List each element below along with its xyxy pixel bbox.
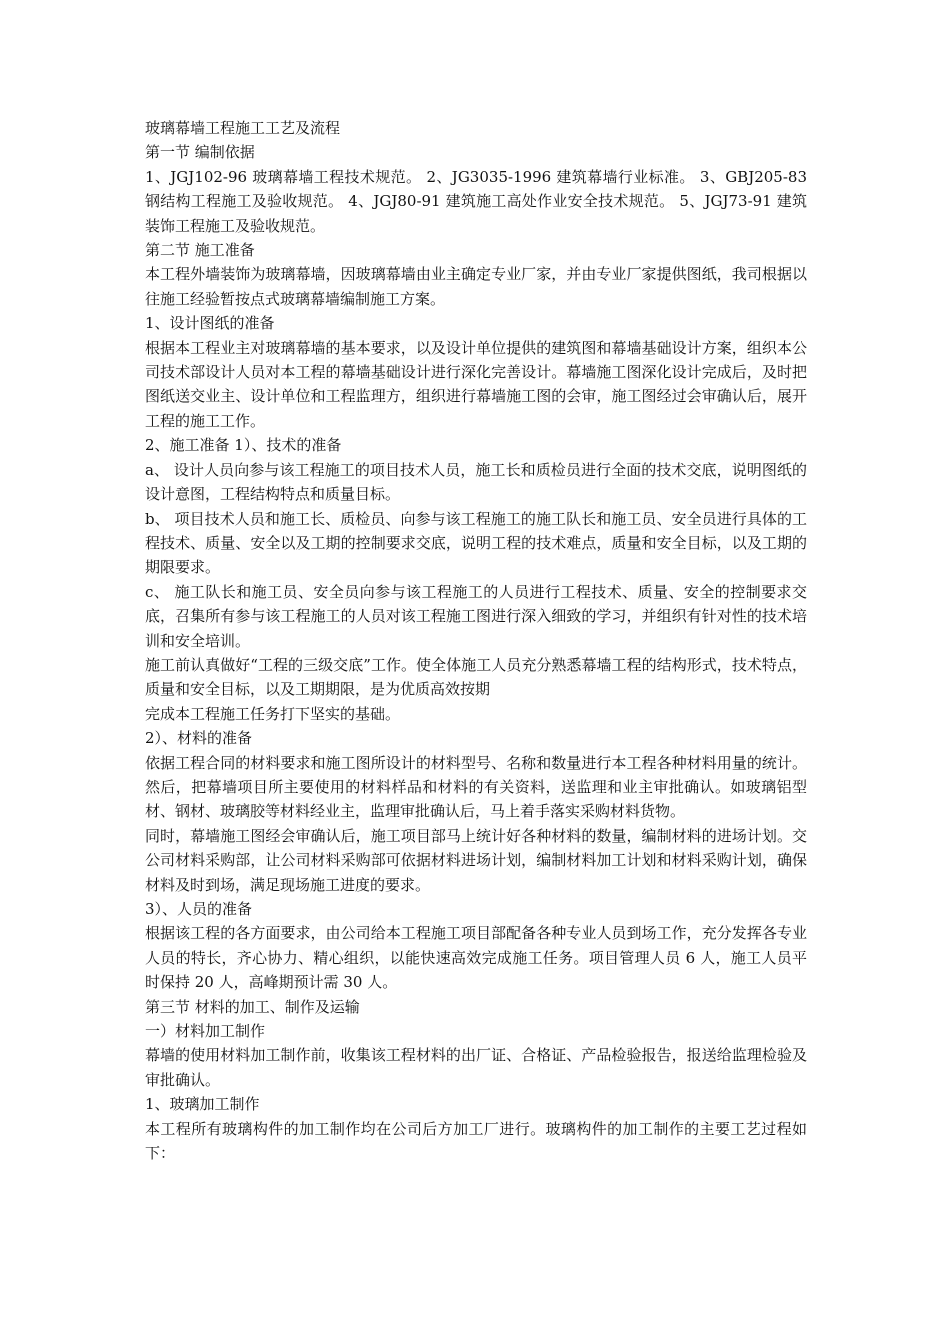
paragraph-three-level-cont: 完成本工程施工任务打下坚实的基础。 <box>145 704 401 723</box>
paragraph-materials-1: 依据工程合同的材料要求和施工图所设计的材料型号、名称和数量进行本工程各种材料用量的统计。然后，把幕墙项目所主要使用的材料样品和材料的有关资料，送监理和业主审批确认。如玻璃铝型材、钢材、玻璃胶等材料经业主，监理审批确认后，马上着手落实采购材料货物。 <box>145 753 807 821</box>
section-heading-2: 第二节 施工准备 <box>145 241 255 260</box>
document-title: 玻璃幕墙工程施工工艺及流程 <box>145 119 341 137</box>
subheading-materials-prep: 2）、材料的准备 <box>145 729 253 748</box>
subheading-construction-prep: 2、施工准备 1）、技术的准备 <box>145 436 342 455</box>
section-heading-1: 第一节 编制依据 <box>145 143 255 162</box>
paragraph-intro: 本工程外墙装饰为玻璃幕墙，因玻璃幕墙由业主确定专业厂家，并由专业厂家提供图纸，我司根据以往施工经验暂按点式玻璃幕墙编制施工方案。 <box>145 265 807 308</box>
paragraph-item-b: b、 项目技术人员和施工长、质检员、向参与该工程施工的施工队长和施工员、安全员进行具体的工程技术、质量、安全以及工期的控制要求交底，说明工程的技术难点，质量和安全目标，以及工期的期限要求。 <box>145 509 807 577</box>
paragraph-material-processing: 幕墙的使用材料加工制作前，收集该工程材料的出厂证、合格证、产品检验报告，报送给监理检验及审批确认。 <box>145 1046 807 1089</box>
paragraph-materials-2: 同时，幕墙施工图经会审确认后，施工项目部马上统计好各种材料的数量，编制材料的进场计划。交公司材料采购部，让公司材料采购部可依据材料进场计划，编制材料加工计划和材料采购计划，确保材料及时到场，满足现场施工进度的要求。 <box>145 826 807 894</box>
paragraph-three-level: 施工前认真做好“工程的三级交底”工作。使全体施工人员充分熟悉幕墙工程的结构形式，技术特点，质量和安全目标，以及工期期限，是为优质高效按期 <box>145 655 807 699</box>
paragraph-item-a: a、 设计人员向参与该工程施工的项目技术人员，施工长和质检员进行全面的技术交底，说明图纸的设计意图，工程结构特点和质量目标。 <box>145 460 807 504</box>
section-heading-3: 第三节 材料的加工、制作及运输 <box>145 997 360 1016</box>
paragraph-standards: 1、JGJ102-96 玻璃幕墙工程技术规范。 2、JG3035-1996 建筑幕墙行业标准。 3、GBJ205-83 钢结构工程施工及验收规范。 4、JGJ80-91 建筑施工高处作业安全技术规范。 5、JGJ73-91 建筑装饰工程施工及验收规范。 <box>145 167 807 235</box>
subheading-design-drawings: 1、设计图纸的准备 <box>145 314 275 333</box>
paragraph-personnel: 根据该工程的各方面要求，由公司给本工程施工项目部配备各种专业人员到场工作，充分发挥各专业人员的特长，齐心协力、精心组织，以能快速高效完成施工任务。项目管理人员 6 人，施工人员平时保持 20 人，高峰期预计需 30 人。 <box>145 924 807 992</box>
document-body <box>145 116 807 1165</box>
subheading-personnel-prep: 3）、人员的准备 <box>145 900 253 918</box>
paragraph-item-c: c、 施工队长和施工员、安全员向参与该工程施工的人员进行工程技术、质量、安全的控制要求交底，召集所有参与该工程施工的人员对该工程施工图进行深入细致的学习，并组织有针对性的技术培训和安全培训。 <box>145 582 807 650</box>
paragraph-glass-processing: 本工程所有玻璃构件的加工制作均在公司后方加工厂进行。玻璃构件的加工制作的主要工艺过程如下： <box>145 1119 807 1163</box>
subheading-material-processing: 一）材料加工制作 <box>145 1022 266 1041</box>
paragraph-design-drawings: 根据本工程业主对玻璃幕墙的基本要求，以及设计单位提供的建筑图和幕墙基础设计方案，组织本公司技术部设计人员对本工程的幕墙基础设计进行深化完善设计。幕墙施工图深化设计完成后，及时把图纸送交业主、设计单位和工程监理方，组织进行幕墙施工图的会审，施工图经过会审确认后，展开工程的施工工作。 <box>145 338 807 430</box>
subheading-glass-processing: 1、玻璃加工制作 <box>145 1095 260 1114</box>
